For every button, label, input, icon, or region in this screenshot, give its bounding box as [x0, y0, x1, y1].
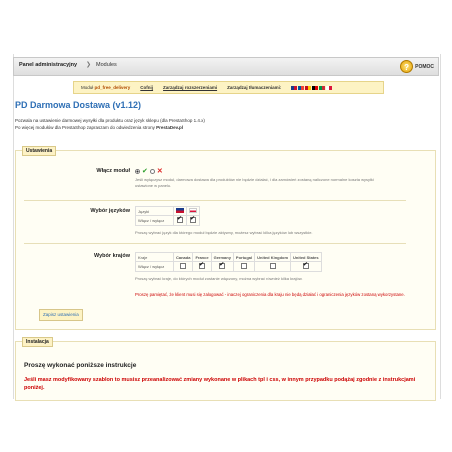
countries-hint: Proszę wybrać kraje, do których moduł zostanie włączony, można wybrać również kilka krajów. [135, 276, 303, 281]
module-name: pd_free_delivery [94, 85, 131, 90]
flag-en-icon[interactable] [291, 86, 297, 90]
country-checkbox[interactable] [180, 263, 186, 269]
languages-header: Języki [136, 207, 174, 216]
country-column-header: France [193, 253, 211, 262]
flag-it-icon[interactable] [319, 86, 325, 90]
intro-text: Pozwala na ustawienie darmowej wysyłki dla produktu oraz język sklepu (dla PrestaShop 1.4.x) Po więcej modułów dla PrestaShop zapraszam do odwiedzenia strony PrestaDev.pl [15, 118, 205, 130]
help-icon: ? [400, 60, 413, 73]
countries-warning: Proszę pamiętać, że klient musi się zalogować - inaczej ograniczenia dla kraju nie będą działać i ograniczenia języków zostaną wykorzystane. [135, 292, 405, 297]
install-fieldset [15, 341, 436, 401]
flag-fr-icon[interactable] [298, 86, 304, 90]
breadcrumb-current: Modules [96, 62, 117, 68]
language-flags [291, 86, 332, 90]
countries-label: Wybór krajów [94, 253, 130, 259]
countries-select-all: Włącz / wyłącz [136, 262, 174, 272]
languages-hint: Proszę wybrać język dla którego moduł będzie aktywny, możesz wybrać kilka języków lub wszystkie. [135, 230, 313, 235]
language-checkbox-pl[interactable] [190, 217, 196, 223]
check-icon: ✔ [142, 168, 148, 175]
languages-table [135, 206, 200, 226]
enable-off-radio[interactable] [150, 169, 155, 174]
install-warning: Jeśli masz modyfikowany szablon to musisz przeanalizować zmiany wykonane w plikach tpl i css, w innym przypadku podążaj zgodnie z instrukcjami poniżej. [24, 377, 416, 391]
flag-es-icon[interactable] [305, 86, 311, 90]
enable-on-radio[interactable] [135, 169, 140, 174]
country-checkbox[interactable] [270, 263, 276, 269]
module-name-label: Moduł pd_free_delivery [81, 85, 131, 90]
breadcrumb-root[interactable]: Panel administracyjny [19, 62, 78, 68]
country-checkbox[interactable] [303, 263, 309, 269]
polish-flag-icon [189, 208, 197, 213]
country-column-header: Germany [211, 253, 233, 262]
country-column-header: United Kingdom [255, 253, 291, 262]
country-column-header: United States [291, 253, 322, 262]
flag-pl-icon[interactable] [326, 86, 332, 90]
settings-legend: Ustawienia [22, 146, 56, 156]
divider [24, 200, 406, 201]
install-legend: Instalacja [22, 337, 53, 347]
translations-label: Zarządzaj tłumaczeniami: [227, 85, 282, 90]
cross-icon: ✕ [156, 168, 163, 175]
page-title: PD Darmowa Dostawa (v1.12) [15, 100, 142, 110]
help-label: POMOC [415, 63, 434, 70]
enable-module-label: Włącz moduł [96, 168, 130, 174]
enable-module-radios [135, 167, 163, 175]
countries-header: Kraje [136, 253, 174, 262]
country-column-header: Portugal [233, 253, 254, 262]
languages-label: Wybór języków [90, 208, 130, 214]
country-checkbox[interactable] [199, 263, 205, 269]
country-checkbox[interactable] [241, 263, 247, 269]
save-settings-button[interactable]: Zapisz ustawienia [39, 309, 83, 321]
help-button[interactable] [400, 60, 434, 73]
enable-hint: Jeśli wyłączysz moduł, darmowa dostawa dla produktów nie będzie działać, i dla zamówień zostaną naliczone normalne koszta wysyłki ustawione w panelu. [135, 177, 374, 188]
chevron-right-icon: ❯ [86, 62, 92, 68]
english-flag-icon [176, 208, 184, 213]
languages-select-all: Włącz / wyłącz [136, 216, 174, 226]
flag-de-icon[interactable] [312, 86, 318, 90]
install-heading: Proszę wykonać poniższe instrukcje [24, 362, 137, 369]
divider [24, 243, 406, 244]
manage-extensions-link[interactable]: Zarządzaj rozszerzeniami [163, 85, 218, 90]
country-column-header: Canada [174, 253, 193, 262]
prestadev-link[interactable]: PrestaDev.pl [156, 125, 184, 130]
countries-table [135, 252, 322, 272]
back-link[interactable]: Cofnij [140, 85, 154, 90]
admin-header [13, 57, 439, 76]
language-checkbox-en[interactable] [177, 217, 183, 223]
country-checkbox[interactable] [219, 263, 225, 269]
module-toolbar [73, 81, 384, 94]
